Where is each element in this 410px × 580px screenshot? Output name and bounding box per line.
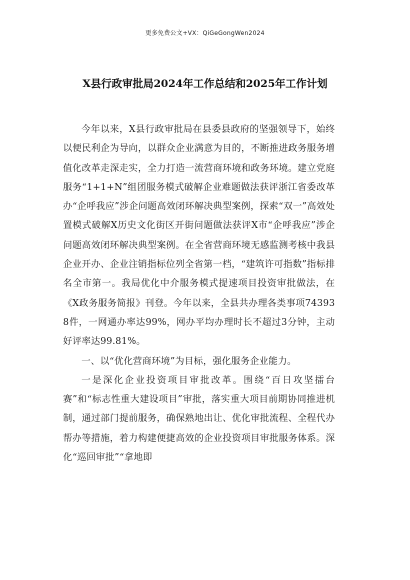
header-note: 更多免费公文+VX：QiGeGongWen2024 bbox=[145, 30, 265, 37]
document-body bbox=[63, 120, 335, 467]
document-title: X县行政审批局2024年工作总结和2025年工作计划 bbox=[82, 78, 328, 90]
section-heading-1: 一、以“优化营商环境”为目标，强化服务企业能力。 bbox=[81, 355, 297, 367]
paragraph-intro: 今年以来，X县行政审批局在县委县政府的坚强领导下，始终以便民利企为导向，以群众企业满意为目的，不断推进政务服务增值化改革走深走实，全力打造一流营商环境和政务环境。建立党庭服务“1+1+N”组团服务模式破解企业难题做法获评浙江省委改革办“企呼我应”涉企问题高效闭环解决典型案例，探索“双一”高效处置模式破解X历史文化街区开街问题做法获评X市“企呼我应”涉企问题高效闭环解决典型案例。在全省营商环境无感监测考核中我县企业开办、企业注销指标位列全省第一档，“建筑许可指数”指标排名全市第一。我局优化中介服务模式提速项目投资审批做法，在《X政务服务简报》刊登。今年以来，全县共办理各类事项743938件，一网通办率达99%，网办平均办理时长不超过3分钟，主动好评率达99.81%。 bbox=[63, 124, 335, 348]
paragraph-item-1: 一是深化企业投资项目审批改革。围绕“百日攻坚擂台赛”和“标志性重大建设项目”审批，落实重大项目前期协同推进机制，通过部门提前服务，确保熟地出让、优化审批流程、全程代办帮办等措施，着力构建便捷高效的企业投资项目审批服务体系。深化“巡回审批”“拿地即 bbox=[63, 374, 335, 464]
